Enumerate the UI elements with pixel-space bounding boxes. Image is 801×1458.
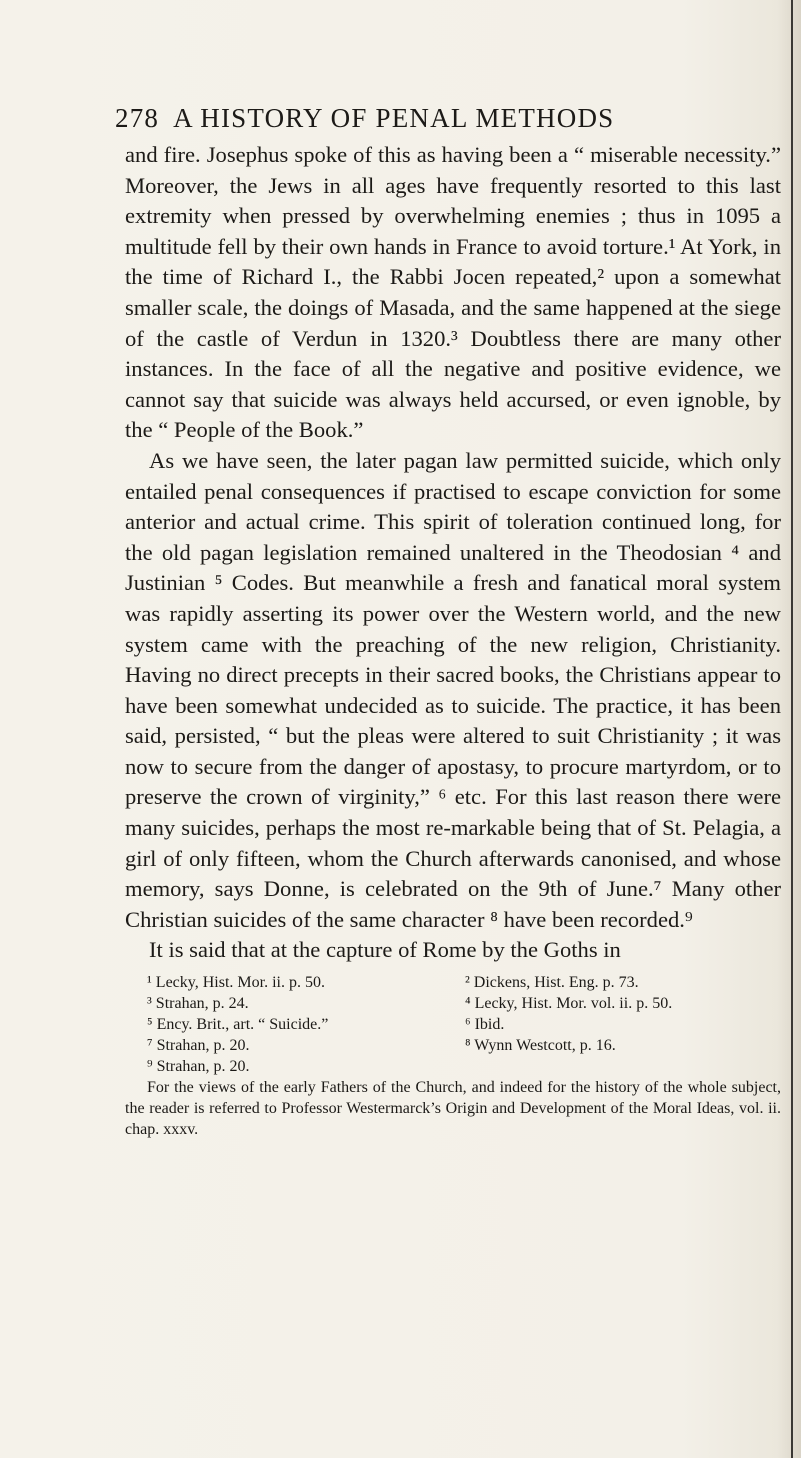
footnote-row	[125, 972, 781, 993]
running-title: A HISTORY OF PENAL METHODS	[173, 103, 615, 133]
footnote-row	[125, 993, 781, 1014]
footnote-9: ⁹ Strahan, p. 20.	[147, 1058, 250, 1076]
footnotes	[125, 972, 781, 1140]
footnote-1: ¹ Lecky, Hist. Mor. ii. p. 50.	[147, 974, 325, 992]
footnote-row	[125, 1014, 781, 1035]
footnote-6: ⁶ Ibid.	[465, 1016, 505, 1034]
running-header	[115, 103, 775, 134]
paragraph-3: It is said that at the capture of Rome by the Goths in	[149, 937, 621, 963]
footnote-2: ² Dickens, Hist. Eng. p. 73.	[465, 974, 639, 992]
page-number: 278	[115, 103, 160, 133]
paragraph-1: and fire. Josephus spoke of this as having been a “ miserable necessity.” Moreover, the Jews in all ages have frequently resorted to this last extremity when pressed by overwhelming enemies ; thus in 1095 a multitude fell by their own hands in France to avoid torture.¹ At York, in the time of Richard I., the Rabbi Jocen repeated,² upon a somewhat smaller scale, the doings of Masada, and the same happened at the siege of the castle of Verdun in 1320.³ Doubtless there are many other instances. In the face of all the negative and positive evidence, we cannot say that suicide was always held accursed, or even ignoble, by the “ People of the Book.”	[125, 142, 781, 443]
paragraph-2: As we have seen, the later pagan law permitted suicide, which only entailed penal consequences if practised to escape conviction for some anterior and actual crime. This spirit of toleration continued long, for the old pagan legislation remained unaltered in the Theodosian ⁴ and Justinian ⁵ Codes. But meanwhile a fresh and fanatical moral system was rapidly asserting its power over the Western world, and the new system came with the preaching of the new religion, Christianity. Having no direct precepts in their sacred books, the Christians appear to have been somewhat undecided as to suicide. The practice, it has been said, persisted, “ but the pleas were altered to suit Christianity ; it was now to secure from the danger of apostasy, to procure martyrdom, or to preserve the crown of virginity,” ⁶ etc. For this last reason there were many suicides, perhaps the most re-markable being that of St. Pelagia, a girl of only fifteen, whom the Church afterwards canonised, and whose memory, says Donne, is celebrated on the 9th of June.⁷ Many other Christian suicides of the same character ⁸ have been recorded.⁹	[125, 447, 781, 932]
footnote-note: For the views of the early Fathers of the Church, and indeed for the history of the whole subject, the reader is referred to Professor Westermarck’s Origin and Development of the Moral Ideas, vol. ii. chap. xxxv.	[125, 1079, 781, 1139]
footnote-8: ⁸ Wynn Westcott, p. 16.	[465, 1037, 616, 1055]
page-edge-shadow	[791, 0, 793, 1458]
footnote-4: ⁴ Lecky, Hist. Mor. vol. ii. p. 50.	[465, 995, 673, 1013]
footnote-5: ⁵ Ency. Brit., art. “ Suicide.”	[147, 1016, 329, 1034]
footnote-row	[125, 1035, 781, 1056]
page-body	[125, 140, 781, 1140]
footnote-7: ⁷ Strahan, p. 20.	[147, 1037, 250, 1055]
footnote-3: ³ Strahan, p. 24.	[147, 995, 249, 1013]
